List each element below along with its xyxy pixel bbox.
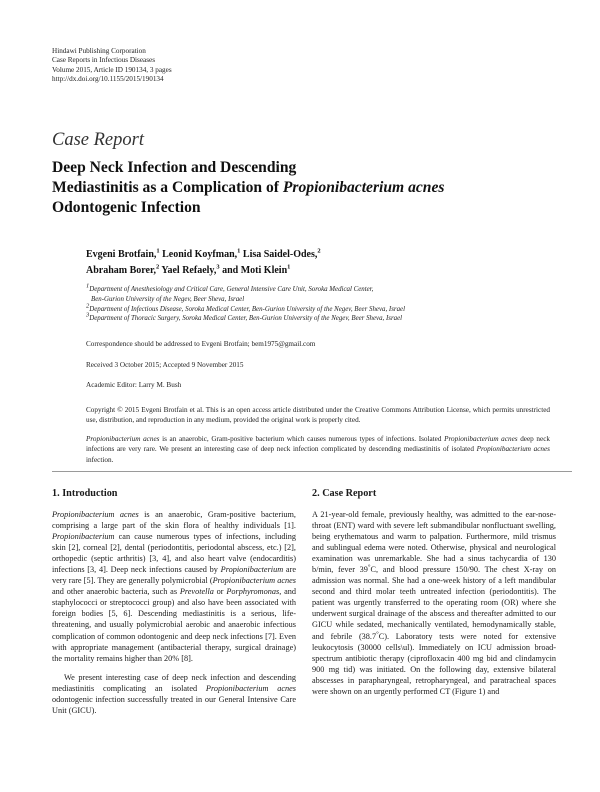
body-text: A 21-year-old female, previously healthy, was admitted to the ear-nose-throat (ENT) ward with severe left submandibular nonfluctuant swelling, being erythematous and warm to palpation. Furthermore, mild trismus and sublingual edema were noted. Otherwise, physical and neurological examination was unremarkable. She had a sinus tachycardia of 130 b/min, fever 39	[312, 510, 556, 575]
author-name: and Moti Klein	[219, 265, 288, 276]
degree-sign: °	[367, 563, 371, 571]
organism-name: Propionibacterium acnes	[52, 510, 139, 519]
section-divider	[52, 471, 572, 472]
title-line-1: Deep Neck Infection and Descending	[52, 159, 297, 176]
affil-number: 3	[86, 312, 90, 320]
body-text: are very rare [5]. They are generally polymicrobial (	[52, 565, 296, 586]
affiliations	[86, 282, 566, 324]
affiliation-2	[86, 302, 566, 315]
affil-text: Department of Anesthesiology and Critical Care, General Intensive Care Unit, Soroka Medical Center,	[89, 286, 374, 293]
author-name: Abraham Borer,	[86, 265, 156, 276]
abstract-organism: Propionibacterium acnes	[86, 435, 160, 443]
case-report-paragraph	[312, 509, 556, 697]
title-line-2	[52, 178, 572, 198]
affil-number: 1	[86, 282, 90, 290]
abstract	[86, 434, 550, 465]
author-list	[86, 247, 566, 279]
author-affil-mark: 2	[156, 263, 160, 271]
introduction-heading: 1. Introduction	[52, 488, 118, 499]
volume-info: Volume 2015, Article ID 190134, 3 pages	[52, 65, 172, 74]
case-report-column	[312, 488, 556, 697]
copyright-notice: Copyright © 2015 Evgeni Brotfain et al. This is an open access article distributed under the Creative Commons Attribution License, which permits unrestricted use, distribution, and reproduction in any medium, provided the original work is properly cited.	[86, 406, 550, 425]
abstract-organism: Propionibacterium acnes	[476, 445, 550, 454]
body-text: or	[213, 587, 227, 597]
author-name: Evgeni Brotfain,	[86, 249, 157, 260]
publication-header	[52, 47, 172, 85]
abstract-organism: Propionibacterium acnes	[444, 435, 518, 443]
journal-name: Case Reports in Infectious Diseases	[52, 56, 155, 65]
introduction-paragraph-2	[52, 672, 296, 716]
body-text: We present interesting case of deep neck infection and descending mediastinitis complicating an isolated	[52, 672, 296, 693]
author-affil-mark: 3	[216, 263, 220, 271]
article-title	[52, 158, 572, 217]
doi-link[interactable]: http://dx.doi.org/10.1155/2015/190134	[52, 75, 164, 84]
abstract-text: deep neck infections are very rare. We present an interesting case of deep neck infection complicated by descending mediastinitis of isolated	[86, 435, 550, 454]
organism-name: Propionibacterium	[52, 532, 115, 542]
affil-text: Department of Infectious Disease, Soroka Medical Center, Ben-Gurion University of the Negev, Beer Sheva, Israel	[89, 305, 405, 313]
publisher-name: Hindawi Publishing Corporation	[52, 47, 146, 55]
affiliation-3	[86, 314, 566, 324]
case-report-heading: 2. Case Report	[312, 488, 377, 499]
body-text: is an anaerobic, Gram-positive bacterium, comprising a large part of the skin flora of healthy individuals [1].	[52, 510, 296, 531]
abstract-text: infection.	[86, 455, 114, 464]
received-line: Received 3 October 2015; Accepted 9 November 2015	[86, 361, 244, 369]
author-name: Leonid Koyfman,	[159, 249, 238, 260]
introduction-column	[52, 488, 296, 716]
introduction-paragraph-1	[52, 509, 296, 664]
academic-editor-line: Academic Editor: Larry M. Bush	[86, 381, 182, 389]
body-text: can cause numerous types of infections, including skin [2], corneal [2], dental (periodontitis, periodontal abscess, etc.) [2], orthopedic (septic arthritis) [3, 4], and also heart valve (endocarditis) infections [3, 4]. Deep neck infections caused by	[52, 532, 296, 575]
organism-name: Prevotella	[179, 587, 214, 597]
author-line-1	[86, 247, 566, 263]
body-text: , and staphylococci or streptococci group) and also have been associated with foreign bodies [5, 6]. Descending mediastinitis is a serious, life-threatening, and usually polymicrobial aerobic and anaerobic infectious complication of common odontogenic and deep neck infections [7]. Even with appropriate management (antibacterial therapy, surgical drainage) the mortality remains higher than 20% [8].	[52, 587, 296, 663]
affiliation-1	[86, 282, 566, 295]
correspondence-line: Correspondence should be addressed to Evgeni Brotfain; bem1975@gmail.com	[86, 340, 316, 348]
title-line-2-text: Mediastinitis as a Complication of	[52, 178, 283, 196]
organism-name: Propionibacterium acnes	[212, 576, 296, 586]
author-name: Yael Refaely,	[159, 265, 217, 276]
author-affil-mark: 1	[287, 263, 291, 271]
body-text: odontogenic infection successfully treated in our General Intensive Care Unit (GICU).	[52, 694, 296, 715]
author-name: Lisa Saidel-Odes,	[240, 249, 318, 260]
organism-name: Propionibacterium	[220, 565, 284, 575]
degree-sign: °	[376, 629, 379, 637]
body-text: C). Laboratory tests were noted for extensive leukocytosis (30000 cells\ul). Immediately on ICU admission broad-spectrum antibiotic therapy (ciprofloxacin 400 mg bid and clindamycin 900 mg tid) was initiated. On the following day, extensive bilateral abscesses in parapharyngeal, retropharyngeal, and paratracheal spaces were shown on an urgently performed CT (Figure 1) and	[312, 631, 556, 696]
abstract-text: is an anaerobic, Gram-positive bacterium which causes numerous types of infections. Isolated	[159, 435, 445, 443]
organism-name: Porphyromonas	[226, 587, 280, 597]
author-affil-mark: 1	[156, 247, 160, 255]
affil-text: Department of Thoracic Surgery, Soroka Medical Center, Ben-Gurion University of the Negev, Beer Sheva, Israel	[89, 315, 403, 323]
title-organism: Propionibacterium acnes	[282, 178, 445, 196]
author-affil-mark: 1	[237, 247, 241, 255]
author-affil-mark: 2	[317, 247, 321, 255]
affiliation-1-cont: Ben-Gurion University of the Negev, Beer Sheva, Israel	[91, 295, 245, 303]
article-type: Case Report	[52, 130, 144, 150]
body-text: and other anaerobic bacteria, such as	[52, 587, 180, 597]
affil-number: 2	[86, 302, 90, 310]
title-line-3: Odontogenic Infection	[52, 198, 201, 216]
organism-name: Propionibacterium acnes	[205, 683, 296, 693]
author-line-2	[86, 263, 566, 279]
body-text: C, and blood pressure 150/90. The chest X-ray on admission was normal. She had a one-week history of a left mandibular second and third molar teeth untreated infection (periodontitis). The patient was urgently transferred to the operating room (OR) where she underwent surgical drainage of the abscess and thereafter admitted to our GICU while sedated, mechanically ventilated, hemodynamically stable, and febrile (38.7	[312, 565, 556, 641]
